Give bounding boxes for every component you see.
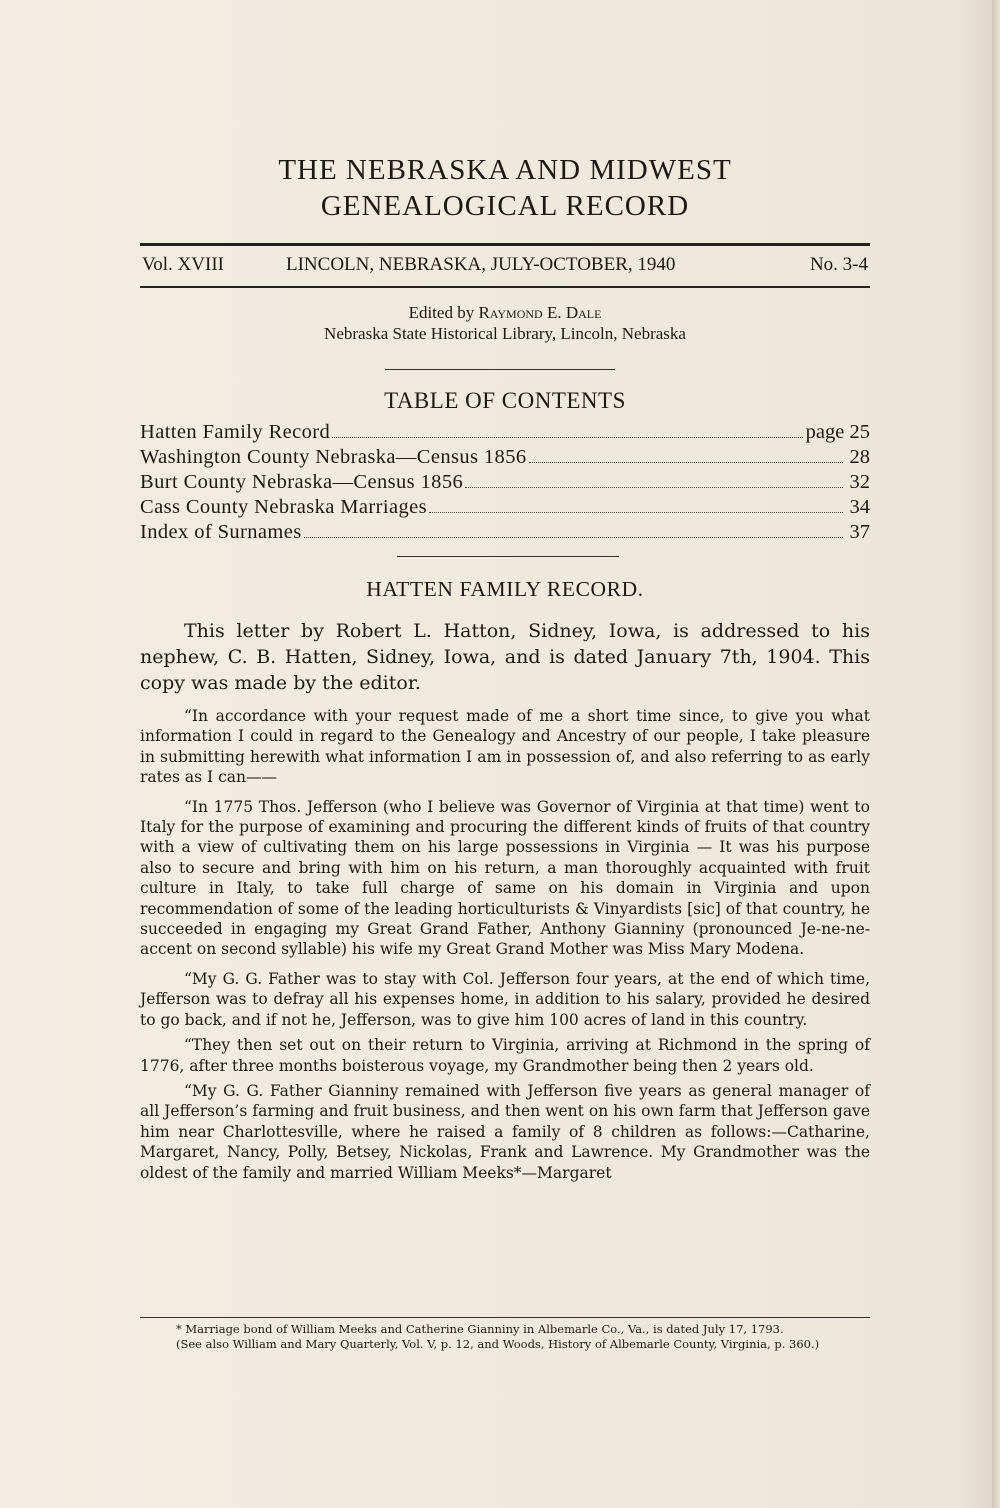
article-intro [140, 618, 870, 696]
footnote-divider [140, 1317, 870, 1318]
journal-title-line1: THE NEBRASKA AND MIDWEST [278, 154, 732, 186]
toc-entry-title: Burt County Nebraska—Census 1856 [140, 471, 464, 493]
body-paragraph: “My G. G. Father Gianniny remained with Jefferson five years as general manager of all Jefferson’s farming and fruit business, and then went on his own farm that Jefferson gave him near Charlottesville, where he raised a family of 8 children as follows:—Catharine, Margaret, Nancy, Polly, Betsey, Nickolas, Frank and Lawrence. My Grandmother was the oldest of the family and married William Meeks*—Margaret [140, 1081, 870, 1182]
toc-entry-title: Index of Surnames [140, 521, 302, 543]
toc-entry [140, 445, 870, 470]
toc-heading: TABLE OF CONTENTS [384, 388, 626, 413]
toc-entry-title: Washington County Nebraska—Census 1856 [140, 446, 527, 468]
toc-entry-page: 34 [849, 496, 870, 518]
toc-leader-dots [332, 437, 802, 438]
editor-affiliation: Nebraska State Historical Library, Lincoln, Nebraska [324, 324, 686, 343]
toc-entry-page: 28 [849, 446, 870, 468]
footnote [140, 1322, 870, 1352]
footnote-line: (See also William and Mary Quarterly, Vol. V, p. 12, and Woods, History of Albemarle County, Virginia, p. 360.) [176, 1337, 820, 1351]
editor-credit [140, 302, 870, 344]
toc-entry-title: Cass County Nebraska Marriages [140, 496, 427, 518]
toc-entry [140, 470, 870, 495]
journal-title [140, 152, 870, 224]
body-paragraph: “In accordance with your request made of me a short time since, to give you what information I could in regard to the Genealogy and Ancestry of our people, I take pleasure in submitting herewith what information I am in possession of, and also referring to as early rates as I can—— [140, 707, 870, 787]
place-date: LINCOLN, NEBRASKA, JULY-OCTOBER, 1940 [286, 254, 676, 275]
footnote-line: * Marriage bond of William Meeks and Catherine Gianniny in Albemarle Co., Va., is dated July 17, 1793. [176, 1322, 784, 1336]
intro-paragraph: This letter by Robert L. Hatton, Sidney, Iowa, is addressed to his nephew, C. B. Hatten, Sidney, Iowa, and is dated January 7th, 1904. This copy was made by the editor. [140, 620, 870, 694]
toc-entry-page: page 25 [805, 421, 870, 443]
toc-entry [140, 520, 870, 545]
toc-leader-dots [465, 487, 843, 488]
toc-leader-dots [304, 537, 843, 538]
article-body [140, 706, 870, 1188]
table-of-contents [140, 420, 870, 545]
edited-by-prefix: Edited by [408, 303, 479, 322]
toc-entry-title: Hatten Family Record [140, 421, 331, 443]
body-paragraph: “My G. G. Father was to stay with Col. Jefferson four years, at the end of which time, Jefferson was to defray all his expenses home, in addition to his salary, provided he desired to go back, and if not he, Jefferson, was to give him 100 acres of land in this country. [140, 969, 870, 1029]
divider [397, 556, 619, 557]
article-heading: HATTEN FAMILY RECORD. [366, 577, 644, 601]
editor-name: Raymond E. Dale [478, 303, 602, 322]
body-paragraph: “In 1775 Thos. Jefferson (who I believe was Governor of Virginia at that time) went to Italy for the purpose of examining and procuring the different kinds of fruits of that country with a view of cultivating them on his large possessions in Virginia — It was his purpose also to secure and bring with him on his return, a man thoroughly acquainted with fruit culture in Italy, to take full charge of same on his domain in Virginia and upon recommendation of some of the leading horticulturists & Vinyardists [sic] of that country, he succeeded in engaging my Great Grand Father, Anthony Gianniny (pronounced Je-ne-ne-accent on second syllable) his wife my Great Grand Mother was Miss Mary Modena. [140, 797, 870, 959]
page-edge [992, 0, 1000, 1508]
journal-title-line2: GENEALOGICAL RECORD [320, 190, 690, 222]
toc-entry [140, 420, 870, 445]
toc-entry [140, 495, 870, 520]
toc-entry-page: 32 [849, 471, 870, 493]
toc-entry-page: 37 [849, 521, 870, 543]
toc-leader-dots [429, 512, 843, 513]
body-paragraph: “They then set out on their return to Virginia, arriving at Richmond in the spring of 1776, after three months boisterous voyage, my Grandmother being then 2 years old. [140, 1036, 870, 1075]
edited-by-line [140, 302, 870, 323]
masthead [140, 243, 870, 288]
divider [385, 369, 615, 370]
toc-leader-dots [529, 462, 843, 463]
volume-label: Vol. XVIII [142, 254, 224, 275]
issue-number: No. 3-4 [809, 254, 868, 275]
